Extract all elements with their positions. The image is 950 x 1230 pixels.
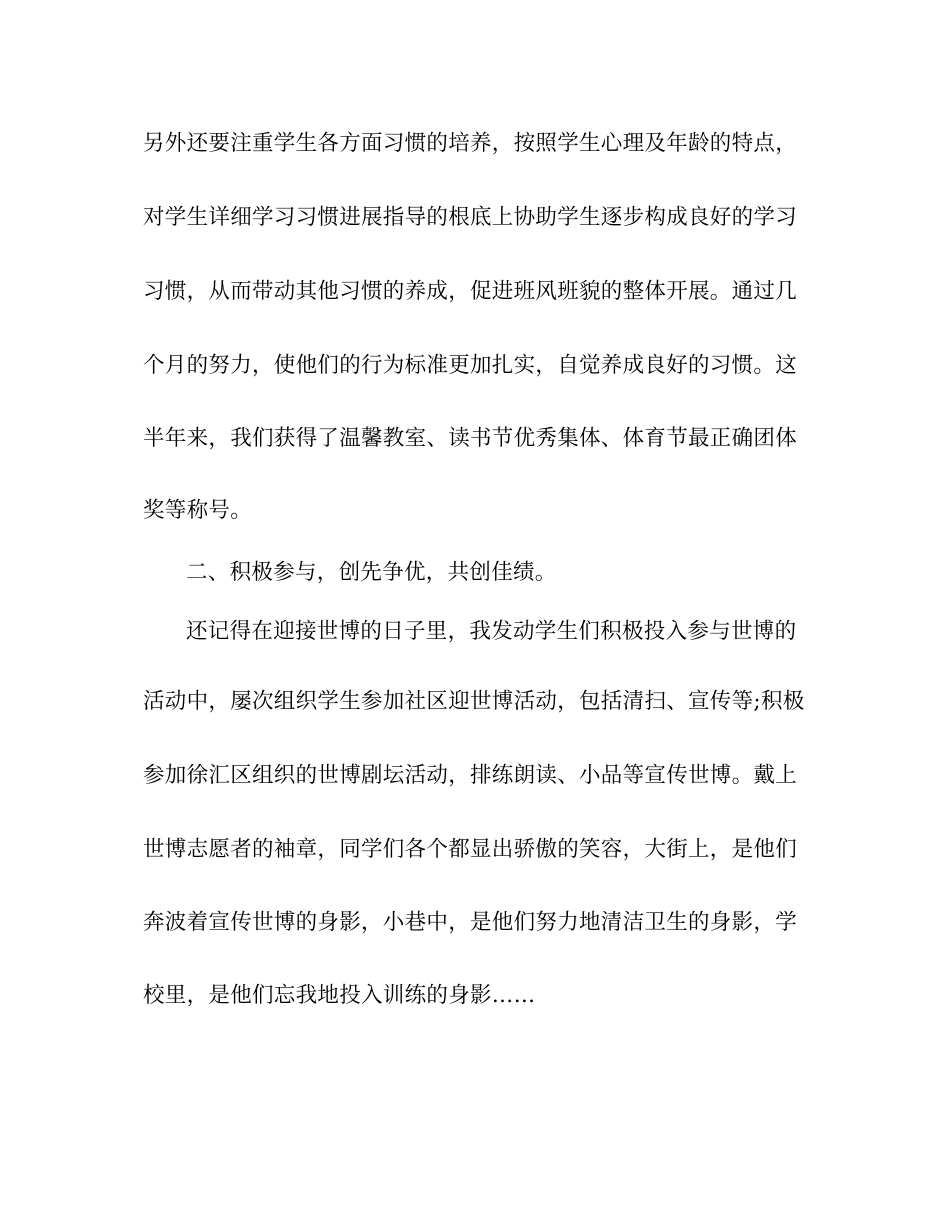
paragraph-line: 活动中，屡次组织学生参加社区迎世博活动，包括清扫、宣传等;积极: [143, 689, 805, 714]
paragraph-line: 习惯，从而带动其他习惯的养成，促进班风班貌的整体开展。通过几: [143, 279, 798, 304]
paragraph-line: 还记得在迎接世博的日子里，我发动学生们积极投入参与世博的: [186, 619, 797, 644]
paragraph-line: 对学生详细学习习惯进展指导的根底上协助学生逐步构成良好的学习: [143, 205, 798, 230]
paragraph-line: 个月的努力，使他们的行为标准更加扎实，自觉养成良好的习惯。这: [143, 353, 798, 378]
paragraph-line: 奖等称号。: [143, 498, 253, 523]
paragraph-line: 另外还要注重学生各方面习惯的培养，按照学生心理及年龄的特点，: [143, 131, 798, 156]
paragraph-line: 半年来，我们获得了温馨教室、读书节优秀集体、体育节最正确团体: [143, 426, 798, 451]
paragraph-line: 校里，是他们忘我地投入训练的身影……: [143, 983, 536, 1008]
paragraph-line: 奔波着宣传世博的身影，小巷中，是他们努力地清洁卫生的身影，学: [143, 910, 798, 935]
paragraph-line: 世博志愿者的袖章，同学们各个都显出骄傲的笑容，大街上，是他们: [143, 837, 798, 862]
section-heading: 二、积极参与，创先争优，共创佳绩。: [186, 560, 557, 585]
paragraph-line: 参加徐汇区组织的世博剧坛活动，排练朗读、小品等宣传世博。戴上: [143, 763, 798, 788]
